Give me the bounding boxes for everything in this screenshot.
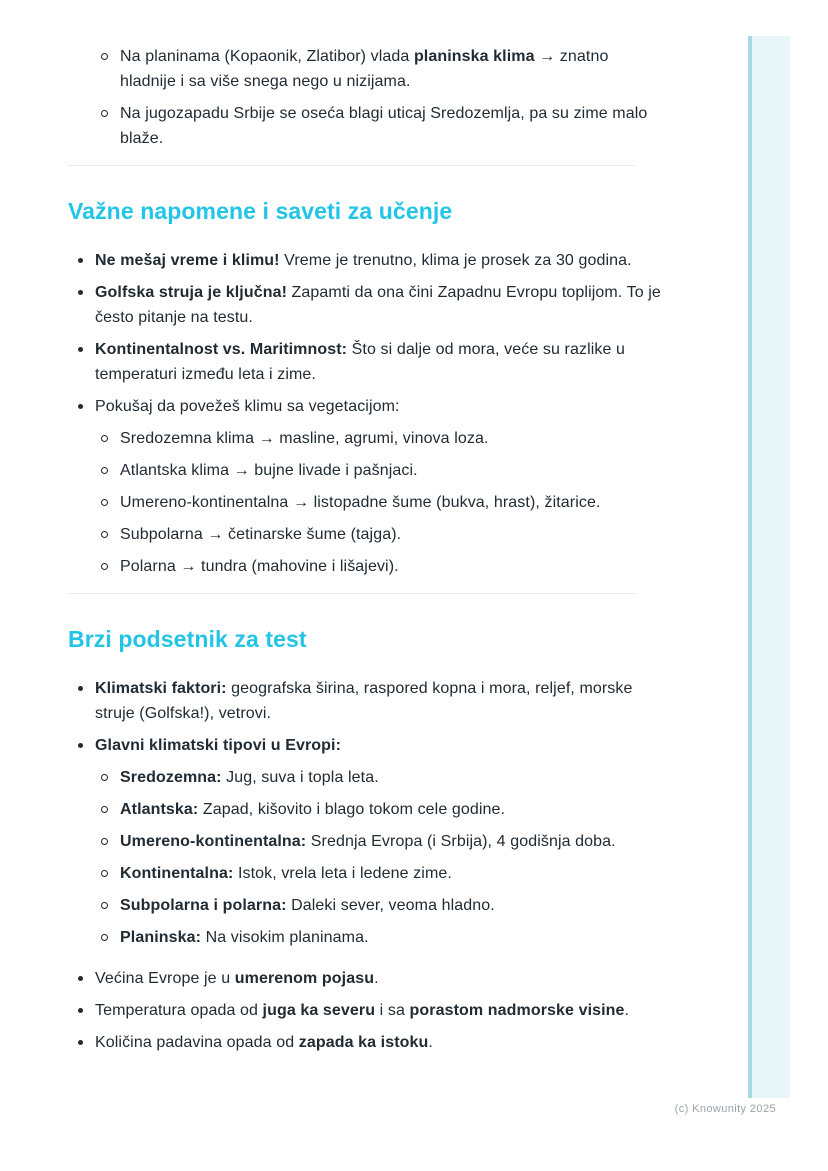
bullet-circle-icon xyxy=(101,902,108,909)
list-item xyxy=(68,44,668,94)
bullet-disc-icon xyxy=(78,976,83,981)
bullet-circle-icon xyxy=(101,53,108,60)
list-item xyxy=(68,554,668,579)
list-item-text: Kontinentalnost vs. Maritimnost: Što si dalje od mora, veće su razlike u temperaturi između leta i zime. xyxy=(95,341,626,383)
bullet-disc-icon xyxy=(78,1008,83,1013)
list-item-text: Temperatura opada od juga ka severu i sa porastom nadmorske visine. xyxy=(95,1002,630,1019)
bullet-disc-icon xyxy=(78,686,83,691)
list-item-text: Subpolarna i polarna: Daleki sever, veoma hladno. xyxy=(120,897,495,914)
bullet-disc-icon xyxy=(78,404,83,409)
list-item-text: Kontinentalna: Istok, vrela leta i ledene zime. xyxy=(120,865,452,882)
list-item-text: Umereno-kontinentalna → listopadne šume (bukva, hrast), žitarice. xyxy=(120,494,601,511)
list-item-text: Sredozemna: Jug, suva i topla leta. xyxy=(120,769,379,786)
bullet-circle-icon xyxy=(101,806,108,813)
list-item xyxy=(68,797,668,822)
section-divider xyxy=(68,165,635,166)
list-item xyxy=(68,765,668,790)
list-item xyxy=(68,458,668,483)
list-item xyxy=(68,280,668,330)
list-item xyxy=(68,893,668,918)
list-item-text: Golfska struja je ključna! Zapamti da ona čini Zapadnu Evropu toplijom. To je često pitanje na testu. xyxy=(95,284,661,326)
bullet-circle-icon xyxy=(101,435,108,442)
list-item xyxy=(68,998,668,1023)
list-item-text: Sredozemna klima → masline, agrumi, vinova loza. xyxy=(120,430,489,447)
bullet-disc-icon xyxy=(78,290,83,295)
bullet-circle-icon xyxy=(101,838,108,845)
list-item xyxy=(68,676,668,726)
page-edge-accent-bar xyxy=(748,36,790,1098)
bullet-list xyxy=(68,676,668,1055)
list-item-text: Klimatski faktori: geografska širina, raspored kopna i mora, reljef, morske struje (Golfska!), vetrovi. xyxy=(95,680,633,722)
list-item xyxy=(68,925,668,950)
bullet-circle-icon xyxy=(101,934,108,941)
list-item-text: Subpolarna → četinarske šume (tajga). xyxy=(120,526,402,543)
list-item xyxy=(68,101,668,151)
list-item-text: Polarna → tundra (mahovine i lišajevi). xyxy=(120,558,399,575)
bullet-disc-icon xyxy=(78,258,83,263)
list-item-text: Pokušaj da povežeš klimu sa vegetacijom: xyxy=(95,398,400,415)
list-item-text: Atlantska: Zapad, kišovito i blago tokom cele godine. xyxy=(120,801,506,818)
list-item xyxy=(68,861,668,886)
bullet-disc-icon xyxy=(78,743,83,748)
list-item-text: Glavni klimatski tipovi u Evropi: xyxy=(95,737,342,754)
list-item-text: Umereno-kontinentalna: Srednja Evropa (i Srbija), 4 godišnja doba. xyxy=(120,833,616,850)
list-item xyxy=(68,966,668,991)
bullet-circle-icon xyxy=(101,467,108,474)
list-item xyxy=(68,733,668,758)
list-item xyxy=(68,426,668,451)
list-item xyxy=(68,248,668,273)
bullet-disc-icon xyxy=(78,347,83,352)
bullet-circle-icon xyxy=(101,563,108,570)
bullet-circle-icon xyxy=(101,499,108,506)
bullet-list xyxy=(68,248,668,579)
copyright-footer: (c) Knowunity 2025 xyxy=(674,1103,776,1115)
list-item xyxy=(68,394,668,419)
bullet-circle-icon xyxy=(101,870,108,877)
list-item xyxy=(68,490,668,515)
section-divider xyxy=(68,593,635,594)
bullet-list xyxy=(68,44,668,151)
list-item xyxy=(68,522,668,547)
list-item-text: Ne mešaj vreme i klimu! Vreme je trenutno, klima je prosek za 30 godina. xyxy=(95,252,632,269)
list-item-text: Količina padavina opada od zapada ka istoku. xyxy=(95,1034,433,1051)
section-title: Važne napomene i saveti za učenje xyxy=(68,198,453,224)
list-item-text: Planinska: Na visokim planinama. xyxy=(120,929,369,946)
list-item xyxy=(68,1030,668,1055)
list-item xyxy=(68,829,668,854)
notes-content xyxy=(68,44,668,1062)
list-item-text: Na planinama (Kopaonik, Zlatibor) vlada planinska klima → znatno hladnije i sa više snega nego u nizijama. xyxy=(120,48,609,90)
list-item-text: Većina Evrope je u umerenom pojasu. xyxy=(95,970,379,987)
list-item-text: Na jugozapadu Srbije se oseća blagi uticaj Sredozemlja, pa su zime malo blaže. xyxy=(120,105,648,147)
bullet-circle-icon xyxy=(101,774,108,781)
bullet-disc-icon xyxy=(78,1040,83,1045)
list-item xyxy=(68,337,668,387)
bullet-circle-icon xyxy=(101,531,108,538)
bullet-circle-icon xyxy=(101,110,108,117)
list-item-text: Atlantska klima → bujne livade i pašnjaci. xyxy=(120,462,418,479)
section-title: Brzi podsetnik za test xyxy=(68,626,307,652)
